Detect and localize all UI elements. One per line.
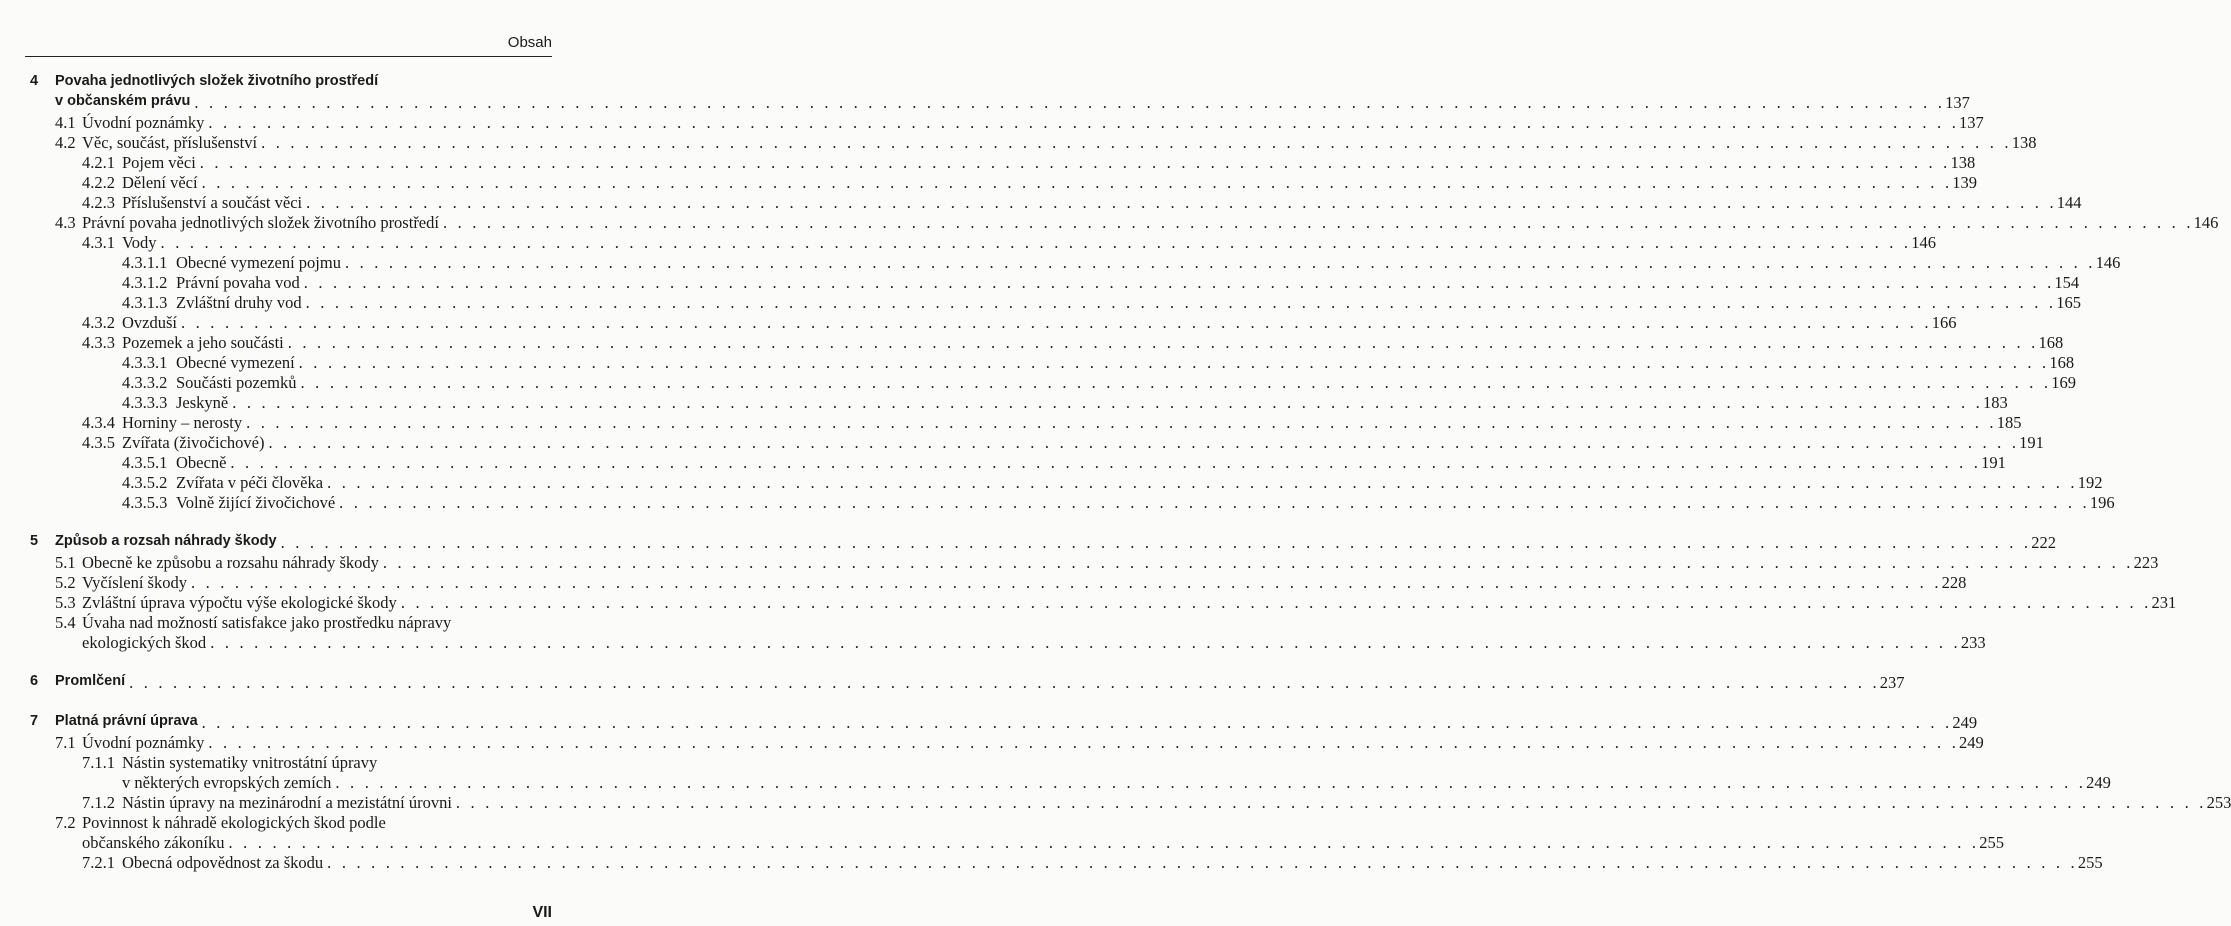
dot-leader: . . . . . . . . . . . . . . . . . . . . . . . . . . . . . . . . . . . . . . . . . . . . . . . . . . . . . . . . . . . . . . . . . . . . . . . . . . . . . . . . . . . . . . . . . . . . . . . . . . . . . . . . . . . . . . . . . . . . . . . . [298,353,2050,372]
toc-entry[interactable] [0,213,2219,233]
entry-number: 4.2.1 [82,153,115,172]
header-rule [25,56,552,57]
entry-number: 4.1 [55,113,76,132]
entry-page: 139 [1952,173,1978,192]
dot-leader: . . . . . . . . . . . . . . . . . . . . . . . . . . . . . . . . . . . . . . . . . . . . . . . . . . . . . . . . . . . . . . . . . . . . . . . . . . . . . . . . . . . . . . . . . . . . . . . . . . . . . . . . . . . . . . . . . . . . . . . . [230,453,1982,472]
toc-entry[interactable] [0,393,2008,413]
entry-number: 4.3.3.3 [122,393,168,412]
entry-number: 4.3.5 [82,433,115,452]
entry-page: 192 [2077,473,2103,492]
toc-entry[interactable] [0,133,2037,153]
dot-leader: . . . . . . . . . . . . . . . . . . . . . . . . . . . . . . . . . . . . . . . . . . . . . . . . . . . . . . . . . . . . . . . . . . . . . . . . . . . . . . . . . . . . . . . . . . . . . . . . . . . . . . . . . . . . . . . . . . . . . . . . [305,293,2057,312]
dot-leader: . . . . . . . . . . . . . . . . . . . . . . . . . . . . . . . . . . . . . . . . . . . . . . . . . . . . . . . . . . . . . . . . . . . . . . . . . . . . . . . . . . . . . . . . . . . . . . . . . . . . . . . . . . . . . . . . . . . . . . . . [181,313,1932,332]
entry-page: 166 [1931,313,1957,332]
dot-leader: . . . . . . . . . . . . . . . . . . . . . . . . . . . . . . . . . . . . . . . . . . . . . . . . . . . . . . . . . . . . . . . . . . . . . . . . . . . . . . . . . . . . . . . . . . . . . . . . . . . . . . . . . . . . . . . . . . . . . . . . [335,773,2087,792]
dot-leader: . . . . . . . . . . . . . . . . . . . . . . . . . . . . . . . . . . . . . . . . . . . . . . . . . . . . . . . . . . . . . . . . . . . . . . . . . . . . . . . . . . . . . . . . . . . . . . . . . . . . . . . . . . . . . . . . . . . . . . . . [327,473,2078,492]
entry-number: 4.3.3 [82,333,115,352]
entry-page: 169 [2051,373,2076,392]
entry-page: 144 [2056,193,2082,212]
entry-number: 7 [30,713,39,729]
dot-leader: . . . . . . . . . . . . . . . . . . . . . . . . . . . . . . . . . . . . . . . . . . . . . . . . . . . . . . . . . . . . . . . . . . . . . . . . . . . . . . . . . . . . . . . . . . . . . . . . . . . . . . . . . . . . . . . . . . . . . . . . [280,533,2032,552]
toc-entry[interactable] [0,73,552,93]
entry-page: 222 [2031,533,2057,552]
toc-entry[interactable] [0,413,2022,433]
entry-page: 168 [2038,333,2064,352]
toc-entry[interactable] [0,293,2082,313]
entry-page: 253 [2206,793,2231,812]
entry-page: 138 [1950,153,1976,172]
entry-number: 4 [30,73,39,89]
entry-title: Příslušenství a součást věci [122,193,303,212]
toc-entry[interactable] [0,273,2080,293]
entry-page: 191 [2019,433,2044,452]
entry-title: v občanském právu [55,93,191,109]
entry-number: 7.1.2 [82,793,115,812]
dot-leader: . . . . . . . . . . . . . . . . . . . . . . . . . . . . . . . . . . . . . . . . . . . . . . . . . . . . . . . . . . . . . . . . . . . . . . . . . . . . . . . . . . . . . . . . . . . . . . . . . . . . . . . . . . . . . . . . . . . . . . . . [160,233,1912,252]
entry-title: Obecné vymezení pojmu [176,253,341,272]
toc-entry[interactable] [0,433,2044,453]
entry-page: 154 [2054,273,2080,292]
entry-page: 146 [2095,253,2121,272]
entry-title: ekologických škod [82,633,207,652]
toc-entry[interactable] [0,713,1978,733]
toc-entry[interactable] [0,633,1986,653]
entry-number: 7.1 [55,733,76,752]
entry-title: Úvodní poznámky [82,113,205,132]
toc-entry[interactable] [0,833,2004,853]
entry-page: 191 [1981,453,2006,472]
entry-page: 168 [2049,353,2075,372]
entry-page: 237 [1879,673,1905,692]
entry-title: Zvláštní úprava výpočtu výše ekologické škody [82,593,397,612]
entry-page: 249 [2086,773,2111,792]
entry-number: 7.2 [55,813,76,832]
entry-title: Platná právní úprava [55,713,198,729]
entry-title: Obecná odpovědnost za škodu [122,853,324,872]
entry-title: Vody [122,233,157,252]
dot-leader: . . . . . . . . . . . . . . . . . . . . . . . . . . . . . . . . . . . . . . . . . . . . . . . . . . . . . . . . . . . . . . . . . . . . . . . . . . . . . . . . . . . . . . . . . . . . . . . . . . . . . . . . . . . . . . . . . . . . . . . . [382,553,2134,572]
toc-entry[interactable] [0,853,2103,873]
entry-page: 165 [2056,293,2082,312]
entry-title: Zvířata (živočichové) [122,433,265,452]
entry-number: 4.3.3.2 [122,373,168,392]
entry-number: 4.3.1 [82,233,115,252]
page-number: VII [532,904,552,921]
dot-leader: . . . . . . . . . . . . . . . . . . . . . . . . . . . . . . . . . . . . . . . . . . . . . . . . . . . . . . . . . . . . . . . . . . . . . . . . . . . . . . . . . . . . . . . . . . . . . . . . . . . . . . . . . . . . . . . . . . . . . . . . [344,253,2096,272]
dot-leader: . . . . . . . . . . . . . . . . . . . . . . . . . . . . . . . . . . . . . . . . . . . . . . . . . . . . . . . . . . . . . . . . . . . . . . . . . . . . . . . . . . . . . . . . . . . . . . . . . . . . . . . . . . . . . . . . . . . . . . . . [261,133,2012,152]
toc-entry[interactable] [0,153,1976,173]
entry-title: Pojem věci [122,153,196,172]
toc-entry[interactable] [0,533,2057,553]
entry-title: Volně žijící živočichové [176,493,336,512]
entry-page: 146 [1911,233,1936,252]
toc-entry[interactable] [0,553,2159,573]
entry-title: Pozemek a jeho součásti [122,333,284,352]
toc-entry[interactable] [0,333,2064,353]
dot-leader: . . . . . . . . . . . . . . . . . . . . . . . . . . . . . . . . . . . . . . . . . . . . . . . . . . . . . . . . . . . . . . . . . . . . . . . . . . . . . . . . . . . . . . . . . . . . . . . . . . . . . . . . . . . . . . . . . . . . . . . . [194,93,1946,112]
entry-title: Zvláštní druhy vod [176,293,302,312]
dot-leader: . . . . . . . . . . . . . . . . . . . . . . . . . . . . . . . . . . . . . . . . . . . . . . . . . . . . . . . . . . . . . . . . . . . . . . . . . . . . . . . . . . . . . . . . . . . . . . . . . . . . . . . . . . . . . . . . . . . . . . . . [303,273,2055,292]
entry-page: 233 [1960,633,1986,652]
entry-number: 5 [30,533,39,549]
dot-leader: . . . . . . . . . . . . . . . . . . . . . . . . . . . . . . . . . . . . . . . . . . . . . . . . . . . . . . . . . . . . . . . . . . . . . . . . . . . . . . . . . . . . . . . . . . . . . . . . . . . . . . . . . . . . . . . . . . . . . . . . [208,113,1960,132]
entry-title: Nástin úpravy na mezinárodní a mezistátní úrovni [122,793,452,812]
dot-leader: . . . . . . . . . . . . . . . . . . . . . . . . . . . . . . . . . . . . . . . . . . . . . . . . . . . . . . . . . . . . . . . . . . . . . . . . . . . . . . . . . . . . . . . . . . . . . . . . . . . . . . . . . . . . . . . . . . . . . . . . [306,193,2057,212]
dot-leader: . . . . . . . . . . . . . . . . . . . . . . . . . . . . . . . . . . . . . . . . . . . . . . . . . . . . . . . . . . . . . . . . . . . . . . . . . . . . . . . . . . . . . . . . . . . . . . . . . . . . . . . . . . . . . . . . . . . . . . . . [400,593,2152,612]
entry-number: 4.3.3.1 [122,353,168,372]
entry-number: 5.2 [55,573,76,592]
toc-entry[interactable] [0,573,1967,593]
entry-page: 137 [1945,93,1970,112]
toc-entry[interactable] [0,373,2076,393]
entry-number: 4.3.5.2 [122,473,168,492]
entry-number: 4.3.2 [82,313,115,332]
entry-title: Promlčení [55,673,126,689]
entry-title: Právní povaha jednotlivých složek životního prostředí [82,213,439,232]
toc-entry[interactable] [0,253,2121,273]
toc-entry[interactable] [0,173,1978,193]
entry-number: 4.2.3 [82,193,115,212]
entry-page: 196 [2089,493,2115,512]
entry-number: 5.4 [55,613,76,632]
entry-title: Součásti pozemků [176,373,297,392]
entry-page: 146 [2193,213,2219,232]
dot-leader: . . . . . . . . . . . . . . . . . . . . . . . . . . . . . . . . . . . . . . . . . . . . . . . . . . . . . . . . . . . . . . . . . . . . . . . . . . . . . . . . . . . . . . . . . . . . . . . . . . . . . . . . . . . . . . . . . . . . . . . . [129,673,1880,692]
entry-number: 4.2.2 [82,173,115,192]
toc-entry[interactable] [0,733,1984,753]
toc-entry[interactable] [0,493,2115,513]
toc-entry[interactable] [0,753,552,773]
entry-number: 4.3.5.3 [122,493,168,512]
entry-title: Dělení věcí [122,173,198,192]
entry-number: 4.2 [55,133,76,152]
entry-title: Horniny – nerosty [122,413,243,432]
dot-leader: . . . . . . . . . . . . . . . . . . . . . . . . . . . . . . . . . . . . . . . . . . . . . . . . . . . . . . . . . . . . . . . . . . . . . . . . . . . . . . . . . . . . . . . . . . . . . . . . . . . . . . . . . . . . . . . . . . . . . . . . [246,413,1997,432]
entry-title: Ovzduší [122,313,177,332]
toc-entry[interactable] [0,773,2111,793]
toc-entry[interactable] [0,793,2231,813]
toc-entry[interactable] [0,233,1936,253]
entry-number: 7.2.1 [82,853,115,872]
entry-title: Způsob a rozsah náhrady škody [55,533,277,549]
dot-leader: . . . . . . . . . . . . . . . . . . . . . . . . . . . . . . . . . . . . . . . . . . . . . . . . . . . . . . . . . . . . . . . . . . . . . . . . . . . . . . . . . . . . . . . . . . . . . . . . . . . . . . . . . . . . . . . . . . . . . . . . [287,333,2039,352]
entry-number: 4.3 [55,213,76,232]
toc-entry[interactable] [0,673,1905,693]
entry-page: 255 [1979,833,2004,852]
entry-page: 228 [1941,573,1967,592]
toc-entry[interactable] [0,113,1984,133]
entry-title: Úvaha nad možností satisfakce jako prostředku nápravy [82,613,452,632]
toc-entry[interactable] [0,613,552,633]
toc-entry[interactable] [0,473,2103,493]
dot-leader: . . . . . . . . . . . . . . . . . . . . . . . . . . . . . . . . . . . . . . . . . . . . . . . . . . . . . . . . . . . . . . . . . . . . . . . . . . . . . . . . . . . . . . . . . . . . . . . . . . . . . . . . . . . . . . . . . . . . . . . . [201,713,1953,732]
dot-leader: . . . . . . . . . . . . . . . . . . . . . . . . . . . . . . . . . . . . . . . . . . . . . . . . . . . . . . . . . . . . . . . . . . . . . . . . . . . . . . . . . . . . . . . . . . . . . . . . . . . . . . . . . . . . . . . . . . . . . . . . [327,853,2078,872]
entry-page: 255 [2077,853,2103,872]
entry-title: v některých evropských zemích [122,773,332,792]
dot-leader: . . . . . . . . . . . . . . . . . . . . . . . . . . . . . . . . . . . . . . . . . . . . . . . . . . . . . . . . . . . . . . . . . . . . . . . . . . . . . . . . . . . . . . . . . . . . . . . . . . . . . . . . . . . . . . . . . . . . . . . . [300,373,2052,392]
toc-entry[interactable] [0,353,2075,373]
entry-title: Obecné vymezení [176,353,295,372]
entry-number: 4.3.1.1 [122,253,168,272]
entry-title: Nástin systematiky vnitrostátní úpravy [122,753,378,772]
toc-entry[interactable] [0,313,1957,333]
toc-entry[interactable] [0,593,2177,613]
entry-page: 185 [1996,413,2022,432]
toc-entry[interactable] [0,813,552,833]
entry-title: Jeskyně [176,393,229,412]
entry-page: 231 [2151,593,2177,612]
dot-leader: . . . . . . . . . . . . . . . . . . . . . . . . . . . . . . . . . . . . . . . . . . . . . . . . . . . . . . . . . . . . . . . . . . . . . . . . . . . . . . . . . . . . . . . . . . . . . . . . . . . . . . . . . . . . . . . . . . . . . . . . [228,833,1980,852]
dot-leader: . . . . . . . . . . . . . . . . . . . . . . . . . . . . . . . . . . . . . . . . . . . . . . . . . . . . . . . . . . . . . . . . . . . . . . . . . . . . . . . . . . . . . . . . . . . . . . . . . . . . . . . . . . . . . . . . . . . . . . . . [339,493,2090,512]
entry-number: 7.1.1 [82,753,115,772]
entry-number: 6 [30,673,39,689]
toc-entry[interactable] [0,193,2082,213]
dot-leader: . . . . . . . . . . . . . . . . . . . . . . . . . . . . . . . . . . . . . . . . . . . . . . . . . . . . . . . . . . . . . . . . . . . . . . . . . . . . . . . . . . . . . . . . . . . . . . . . . . . . . . . . . . . . . . . . . . . . . . . . [208,733,1960,752]
dot-leader: . . . . . . . . . . . . . . . . . . . . . . . . . . . . . . . . . . . . . . . . . . . . . . . . . . . . . . . . . . . . . . . . . . . . . . . . . . . . . . . . . . . . . . . . . . . . . . . . . . . . . . . . . . . . . . . . . . . . . . . . [232,393,1983,412]
entry-title: Věc, součást, příslušenství [82,133,258,152]
entry-title: Povaha jednotlivých složek životního prostředí [55,73,379,89]
dot-leader: . . . . . . . . . . . . . . . . . . . . . . . . . . . . . . . . . . . . . . . . . . . . . . . . . . . . . . . . . . . . . . . . . . . . . . . . . . . . . . . . . . . . . . . . . . . . . . . . . . . . . . . . . . . . . . . . . . . . . . . . [268,433,2020,452]
entry-number: 4.3.5.1 [122,453,168,472]
entry-title: Úvodní poznámky [82,733,205,752]
dot-leader: . . . . . . . . . . . . . . . . . . . . . . . . . . . . . . . . . . . . . . . . . . . . . . . . . . . . . . . . . . . . . . . . . . . . . . . . . . . . . . . . . . . . . . . . . . . . . . . . . . . . . . . . . . . . . . . . . . . . . . . . [442,213,2194,232]
entry-number: 5.3 [55,593,76,612]
entry-page: 223 [2133,553,2159,572]
entry-page: 138 [2011,133,2037,152]
entry-title: Vyčíslení škody [82,573,187,592]
entry-page: 183 [1982,393,2008,412]
entry-page: 249 [1952,713,1978,732]
entry-title: Obecně [176,453,227,472]
toc-entry[interactable] [0,453,2006,473]
entry-title: občanského zákoníku [82,833,225,852]
entry-number: 5.1 [55,553,76,572]
dot-leader: . . . . . . . . . . . . . . . . . . . . . . . . . . . . . . . . . . . . . . . . . . . . . . . . . . . . . . . . . . . . . . . . . . . . . . . . . . . . . . . . . . . . . . . . . . . . . . . . . . . . . . . . . . . . . . . . . . . . . . . . [199,153,1951,172]
entry-title: Povinnost k náhradě ekologických škod podle [82,813,386,832]
entry-page: 137 [1959,113,1984,132]
entry-title: Zvířata v péči člověka [176,473,324,492]
running-header: Obsah [507,34,552,51]
entry-title: Právní povaha vod [176,273,300,292]
toc-entry[interactable] [0,93,1970,113]
dot-leader: . . . . . . . . . . . . . . . . . . . . . . . . . . . . . . . . . . . . . . . . . . . . . . . . . . . . . . . . . . . . . . . . . . . . . . . . . . . . . . . . . . . . . . . . . . . . . . . . . . . . . . . . . . . . . . . . . . . . . . . . [210,633,1961,652]
entry-page: 249 [1959,733,1984,752]
entry-number: 4.3.4 [82,413,115,432]
dot-leader: . . . . . . . . . . . . . . . . . . . . . . . . . . . . . . . . . . . . . . . . . . . . . . . . . . . . . . . . . . . . . . . . . . . . . . . . . . . . . . . . . . . . . . . . . . . . . . . . . . . . . . . . . . . . . . . . . . . . . . . . [201,173,1953,192]
entry-number: 4.3.1.3 [122,293,168,312]
dot-leader: . . . . . . . . . . . . . . . . . . . . . . . . . . . . . . . . . . . . . . . . . . . . . . . . . . . . . . . . . . . . . . . . . . . . . . . . . . . . . . . . . . . . . . . . . . . . . . . . . . . . . . . . . . . . . . . . . . . . . . . . [455,793,2207,812]
entry-number: 4.3.1.2 [122,273,168,292]
entry-title: Obecně ke způsobu a rozsahu náhrady škody [82,553,379,572]
dot-leader: . . . . . . . . . . . . . . . . . . . . . . . . . . . . . . . . . . . . . . . . . . . . . . . . . . . . . . . . . . . . . . . . . . . . . . . . . . . . . . . . . . . . . . . . . . . . . . . . . . . . . . . . . . . . . . . . . . . . . . . . [190,573,1942,592]
